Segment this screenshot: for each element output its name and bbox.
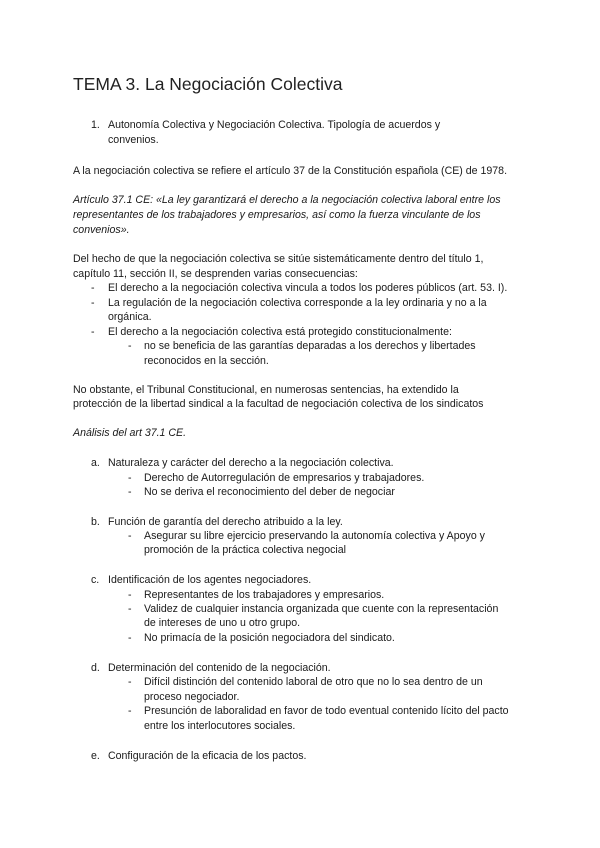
tribunal-paragraph: No obstante, el Tribunal Constitucional, en numerosas sentencias, ha extendido la: [73, 384, 459, 396]
list-item: entre los interlocutores sociales.: [144, 720, 296, 732]
analysis-item-heading: Identificación de los agentes negociadores.: [108, 574, 312, 586]
sub-list-item: no se beneficia de las garantías deparadas a los derechos y libertades: [144, 340, 476, 352]
list-item: El derecho a la negociación colectiva está protegido constitucionalmente:: [108, 326, 452, 338]
list-item: proceso negociador.: [144, 691, 240, 703]
list-item: El derecho a la negociación colectiva vincula a todos los poderes públicos (art. 53. I).: [108, 282, 508, 294]
section-heading-line: Autonomía Colectiva y Negociación Colectiva. Tipología de acuerdos y: [108, 119, 441, 131]
dash-bullet: -: [128, 530, 132, 542]
analysis-letter: a.: [91, 457, 100, 469]
quote-line: convenios».: [73, 224, 130, 236]
list-item: Representantes de los trabajadores y empresarios.: [144, 589, 385, 601]
tribunal-paragraph: protección de la libertad sindical a la facultad de negociación colectiva de los sindicatos: [73, 398, 484, 410]
dash-bullet: -: [128, 632, 132, 644]
analysis-letter: d.: [91, 662, 100, 674]
dash-bullet: -: [128, 603, 132, 615]
dash-bullet: -: [128, 676, 132, 688]
analysis-heading: Análisis del art 37.1 CE.: [73, 427, 187, 439]
list-item: orgánica.: [108, 311, 152, 323]
dash-bullet: -: [91, 297, 95, 309]
section-number: 1.: [91, 119, 100, 131]
dash-bullet: -: [128, 705, 132, 717]
analysis-letter: b.: [91, 516, 100, 528]
intro-paragraph: A la negociación colectiva se refiere el artículo 37 de la Constitución española (CE) de 1978.: [73, 165, 508, 177]
list-item: Asegurar su libre ejercicio preservando la autonomía colectiva y Apoyo y: [144, 530, 485, 542]
analysis-item-heading: Función de garantía del derecho atribuido a la ley.: [108, 516, 343, 528]
list-item: Difícil distinción del contenido laboral de otro que no lo sea dentro de un: [144, 676, 483, 688]
list-item: La regulación de la negociación colectiva corresponde a la ley ordinaria y no a la: [108, 297, 487, 309]
list-item: Derecho de Autorregulación de empresarios y trabajadores.: [144, 472, 425, 484]
list-item: de intereses de uno u otro grupo.: [144, 617, 301, 629]
list-item: promoción de la práctica colectiva negocial: [144, 544, 346, 556]
analysis-item-heading: Naturaleza y carácter del derecho a la negociación colectiva.: [108, 457, 394, 469]
quote-line: representantes de los trabajadores y empresarios, así como la fuerza vinculante de los: [73, 209, 481, 221]
analysis-letter: e.: [91, 750, 100, 762]
page-title: TEMA 3. La Negociación Colectiva: [73, 74, 343, 94]
dash-bullet: -: [91, 282, 95, 294]
consequences-intro-line: Del hecho de que la negociación colectiva se sitúe sistemáticamente dentro del título 1,: [73, 253, 484, 265]
dash-bullet: -: [128, 486, 132, 498]
dash-bullet: -: [128, 472, 132, 484]
analysis-letter: c.: [91, 574, 100, 586]
list-item: No primacía de la posición negociadora del sindicato.: [144, 632, 395, 644]
sub-list-item: reconocidos en la sección.: [144, 355, 269, 367]
dash-bullet: -: [128, 340, 132, 352]
list-item: No se deriva el reconocimiento del deber de negociar: [144, 486, 395, 498]
analysis-item-heading: Determinación del contenido de la negociación.: [108, 662, 331, 674]
quote-line: Artículo 37.1 CE: «La ley garantizará el derecho a la negociación colectiva laboral entre los: [73, 194, 501, 206]
list-item: Presunción de laboralidad en favor de todo eventual contenido lícito del pacto: [144, 705, 509, 717]
analysis-item-heading: Configuración de la eficacia de los pactos.: [108, 750, 307, 762]
section-heading-line: convenios.: [108, 134, 159, 146]
dash-bullet: -: [91, 326, 95, 338]
consequences-intro-line: capítulo 11, sección II, se desprenden varias consecuencias:: [73, 268, 358, 280]
list-item: Validez de cualquier instancia organizada que cuente con la representación: [144, 603, 499, 615]
dash-bullet: -: [128, 589, 132, 601]
